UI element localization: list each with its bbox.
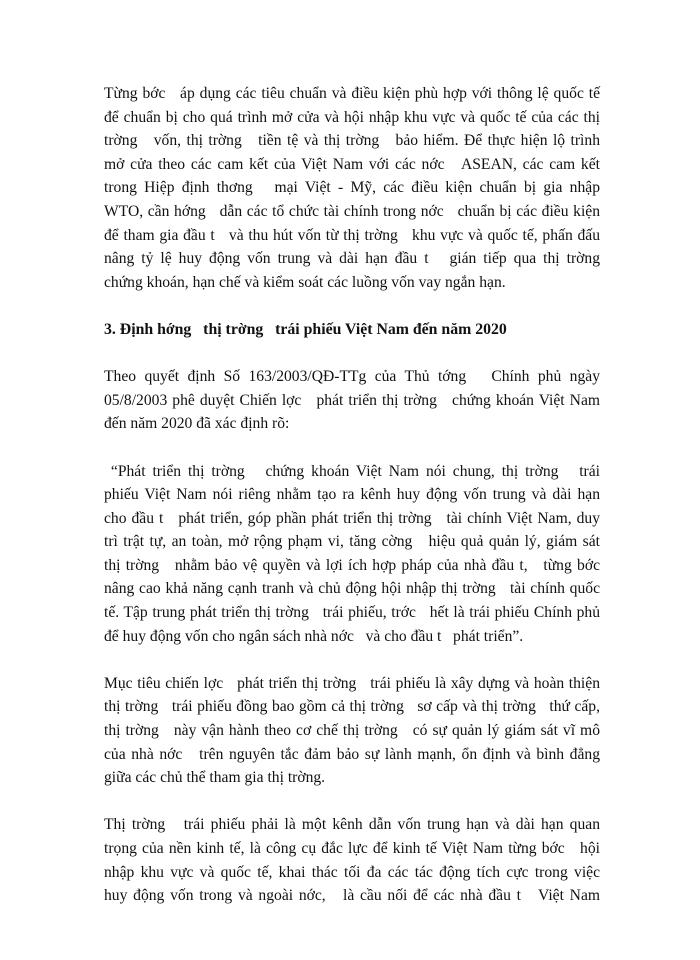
text-line: trì trật tự, an toàn, mở rộng phạm vi, tăng cờng hiệu quả quản lý, giám sát <box>104 533 600 551</box>
paragraph-decision-reference <box>104 365 600 436</box>
section-heading: 3. Định hớng thị trờng trái phiếu Việt Nam đến năm 2020 <box>104 320 507 338</box>
document-page <box>104 82 600 931</box>
text-line: WTO, cần hớng dẫn các tổ chức tài chính trong nớc chuẩn bị các điều kiện <box>104 202 600 220</box>
text-line: trờng vốn, thị trờng tiền tệ và thị trờng bảo hiểm. Để thực hiện lộ trình <box>104 132 600 150</box>
text-line: tế. Tập trung phát triển thị trờng trái phiếu, trớc hết là trái phiếu Chính phủ <box>104 604 600 622</box>
paragraph-bond-market-role <box>104 813 600 907</box>
text-line: 05/8/2003 phê duyệt Chiến lợc phát triển thị trờng chứng khoán Việt Nam <box>104 391 600 409</box>
paragraph-strategy-goal <box>104 672 600 790</box>
text-line: chứng khoán, hạn chế và kiểm soát các luồng vốn vay ngắn hạn. <box>104 273 506 291</box>
text-line: nhập khu vực và quốc tế, khai thác tối đa các tác động tích cực trong việc <box>104 863 600 881</box>
text-line: của nhà nớc trên nguyên tắc đảm bảo sự lành mạnh, ổn định và bình đẳng <box>104 745 600 763</box>
text-line: nâng tỷ lệ huy động vốn trung và dài hạn đầu t gián tiếp qua thị trờng <box>104 250 600 268</box>
text-line: Theo quyết định Số 163/2003/QĐ-TTg của Thủ tớng Chính phủ ngày <box>104 368 600 386</box>
paragraph-market-opening <box>104 82 600 294</box>
text-line: trong Hiệp định thơng mại Việt - Mỹ, các điều kiện chuẩn bị gia nhập <box>104 179 600 197</box>
text-line: trọng của nền kinh tế, là công cụ đắc lực để kinh tế Việt Nam từng bớc hội <box>104 840 600 857</box>
text-line: đến năm 2020 đã xác định rõ: <box>104 415 290 433</box>
text-line: mở cửa theo các cam kết của Việt Nam với các nớc ASEAN, các cam kết <box>104 155 600 173</box>
text-line: thị trờng nhằm bảo vệ quyền và lợi ích hợp pháp của nhà đầu t, từng bớc <box>104 556 600 574</box>
text-line: cho đầu t phát triển, góp phần phát triển thị trờng tài chính Việt Nam, duy <box>104 509 600 527</box>
text-line: huy động vốn trong và ngoài nớc, là cầu nối để các nhà đầu t Việt Nam <box>104 887 600 905</box>
text-line: Từng bớc áp dụng các tiêu chuẩn và điều kiện phù hợp với thông lệ quốc tế <box>104 85 600 102</box>
text-line: để chuẩn bị cho quá trình mở cửa và hội nhập khu vực và quốc tế của các thị <box>104 108 600 126</box>
text-line: thị trờng này vận hành theo cơ chế thị trờng có sự quản lý giám sát vĩ mô <box>104 722 600 740</box>
text-line: Mục tiêu chiến lợc phát triển thị trờng trái phiếu là xây dựng và hoàn thiện <box>104 674 600 692</box>
text-line: nâng cao khả năng cạnh tranh và chủ động hội nhập thị trờng tài chính quốc <box>104 580 600 598</box>
text-line: phiếu Việt Nam nói riêng nhằm tạo ra kênh huy động vốn trung và dài hạn <box>104 486 600 504</box>
text-line: “Phát triển thị trờng chứng khoán Việt Nam nói chung, thị trờng trái <box>104 462 600 480</box>
text-line: để tham gia đầu t và thu hút vốn từ thị trờng khu vực và quốc tế, phấn đấu <box>104 226 600 244</box>
text-line: thị trờng trái phiếu đồng bao gồm cả thị trờng sơ cấp và thị trờng thứ cấp, <box>104 698 600 716</box>
text-line: giữa các chủ thể tham gia thị trờng. <box>104 769 326 787</box>
text-line: để huy động vốn cho ngân sách nhà nớc và cho đầu t phát triển”. <box>104 627 524 645</box>
paragraph-strategy-quote <box>104 460 600 649</box>
text-line: Thị trờng trái phiếu phải là một kênh dẫn vốn trung hạn và dài hạn quan <box>104 816 600 834</box>
